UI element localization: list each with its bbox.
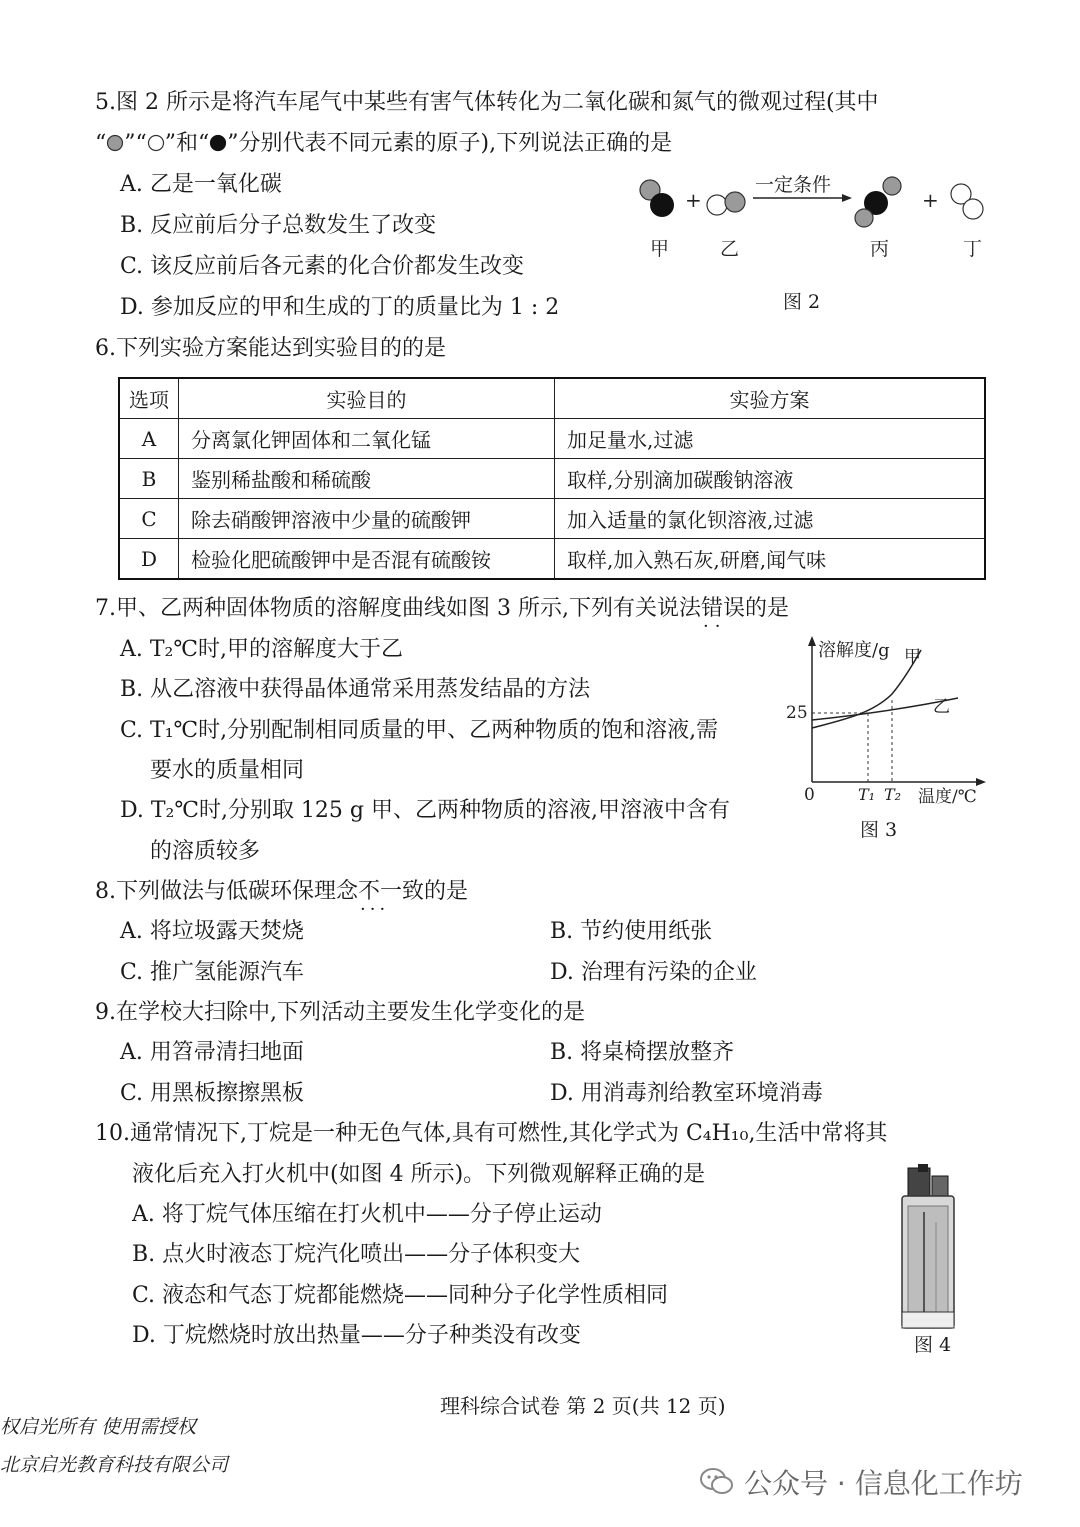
molecule-ding-white-atom-2 <box>963 199 983 219</box>
figure-4-caption: 图 4 <box>914 1334 952 1356</box>
q7-option-b: B. 从乙溶液中获得晶体通常采用蒸发结晶的方法 <box>120 677 591 702</box>
series-label-jia: 甲 <box>904 647 921 667</box>
table-cell-purpose: 分离氯化钾固体和二氧化锰 <box>179 419 555 459</box>
y-axis-label: 溶解度/g <box>818 640 890 661</box>
q10-stem-line2: 液化后充入打火机中(如图 4 所示)。下列微观解释正确的是 <box>132 1162 706 1187</box>
q8-option-c: C. 推广氢能源汽车 <box>120 960 305 985</box>
x-axis-label: 温度/℃ <box>918 787 977 807</box>
reaction-condition-label: 一定条件 <box>755 174 832 196</box>
table-row <box>119 539 985 580</box>
plus-sign-1: + <box>685 188 702 212</box>
q7-option-d-line2: 的溶质较多 <box>150 839 261 864</box>
table-cell-option: A <box>119 419 179 459</box>
q5-stem-line1: 5.图 2 所示是将汽车尾气中某些有害气体转化为二氧化碳和氮气的微观过程(其中 <box>95 90 879 115</box>
table-header-option: 选项 <box>119 378 179 419</box>
molecule-bing-gray-atom-bottom <box>855 209 873 227</box>
q10-option-c: C. 液态和气态丁烷都能燃烧——同种分子化学性质相同 <box>132 1283 669 1308</box>
tick-t1: T₁ <box>858 785 876 804</box>
q7-option-d-line1: D. T₂℃时,分别取 125 g 甲、乙两种物质的溶液,甲溶液中含有 <box>120 798 730 823</box>
y-axis-arrow <box>808 636 816 646</box>
figure-4-lighter-image <box>898 1162 960 1332</box>
q5-option-b: B. 反应前后分子总数发生了改变 <box>120 213 437 238</box>
table-cell-option: C <box>119 499 179 539</box>
label-ding: 丁 <box>963 238 983 260</box>
q10-option-b: B. 点火时液态丁烷汽化喷出——分子体积变大 <box>132 1242 581 1267</box>
black-atom-icon <box>209 134 227 152</box>
tick-t2: T₂ <box>884 785 902 804</box>
q5-stem-line2: “ ”“ ”和“ ”分别代表不同元素的原子),下列说法正确的是 <box>95 131 673 156</box>
copyright-watermark: 权启光所有 使用需授权 <box>0 1416 197 1438</box>
figure-3-caption: 图 3 <box>860 819 898 841</box>
q5-option-c: C. 该反应前后各元素的化合价都发生改变 <box>120 254 525 279</box>
q10-stem-line1: 10.通常情况下,丁烷是一种无色气体,具有可燃性,其化学式为 C₄H₁₀,生活中常将其 <box>95 1121 888 1146</box>
x-axis-arrow <box>976 778 986 786</box>
wechat-account-name: 公众号 · 信息化工作坊 <box>744 1467 1023 1500</box>
table-header-plan: 实验方案 <box>555 378 986 419</box>
table-cell-purpose: 检验化肥硫酸钾中是否混有硫酸铵 <box>179 539 555 580</box>
q7-option-c-line1: C. T₁℃时,分别配制相同质量的甲、乙两种物质的饱和溶液,需 <box>120 718 719 743</box>
experiment-table <box>118 377 986 580</box>
reaction-arrow-head <box>842 194 852 202</box>
molecule-yi-gray-atom <box>725 192 745 212</box>
table-row <box>119 499 985 539</box>
q8-option-a: A. 将垃圾露天焚烧 <box>120 919 304 944</box>
q9-option-b: B. 将桌椅摆放整齐 <box>550 1040 735 1065</box>
molecule-bing-gray-atom-top <box>883 177 901 195</box>
wechat-icon <box>700 1467 734 1497</box>
gray-atom-icon <box>106 134 124 152</box>
table-row <box>119 459 985 499</box>
company-watermark: 北京启光教育科技有限公司 <box>0 1454 229 1476</box>
q8-stem: 8.下列做法与低碳环保理念不一致 ···的是 <box>95 877 468 907</box>
figure-3-solubility-graph <box>780 632 1000 812</box>
table-cell-plan: 加入适量的氯化钡溶液,过滤 <box>555 499 986 539</box>
q7-option-a: A. T₂℃时,甲的溶解度大于乙 <box>120 637 403 662</box>
q5-option-a: A. 乙是一氧化碳 <box>120 172 282 197</box>
q9-stem: 9.在学校大扫除中,下列活动主要发生化学变化的是 <box>95 1000 585 1025</box>
table-header-row <box>119 378 985 419</box>
q5-option-d: D. 参加反应的甲和生成的丁的质量比为 1 : 2 <box>120 295 560 320</box>
series-label-yi: 乙 <box>933 697 950 717</box>
table-cell-plan: 取样,加入熟石灰,研磨,闻气味 <box>555 539 986 580</box>
q7-stem: 7.甲、乙两种固体物质的溶解度曲线如图 3 所示,下列有关说法错误 ··的是 <box>95 594 789 624</box>
figure-2-caption: 图 2 <box>783 291 821 313</box>
q6-stem: 6.下列实验方案能达到实验目的的是 <box>95 336 446 361</box>
label-yi: 乙 <box>720 238 740 260</box>
q9-option-a: A. 用笤帚清扫地面 <box>120 1040 304 1065</box>
q8-emphasis: 不一致 ··· <box>358 877 424 907</box>
page-footer: 理科综合试卷 第 2 页(共 12 页) <box>440 1394 726 1418</box>
origin-label: 0 <box>804 785 815 805</box>
table-cell-option: D <box>119 539 179 580</box>
label-jia: 甲 <box>650 238 670 260</box>
q9-option-c: C. 用黑板擦擦黑板 <box>120 1081 305 1106</box>
y-tick-25: 25 <box>786 703 808 723</box>
molecule-yi-white-atom <box>707 195 727 215</box>
q9-option-d: D. 用消毒剂给教室环境消毒 <box>550 1081 823 1106</box>
figure-2-reaction-diagram <box>620 165 1000 275</box>
table-cell-purpose: 除去硝酸钾溶液中少量的硫酸钾 <box>179 499 555 539</box>
table-cell-plan: 取样,分别滴加碳酸钠溶液 <box>555 459 986 499</box>
molecule-jia-black-atom <box>650 193 674 217</box>
q10-option-d: D. 丁烷燃烧时放出热量——分子种类没有改变 <box>132 1323 581 1348</box>
q8-option-d: D. 治理有污染的企业 <box>550 960 757 985</box>
table-cell-purpose: 鉴别稀盐酸和稀硫酸 <box>179 459 555 499</box>
table-header-purpose: 实验目的 <box>179 378 555 419</box>
wechat-brand <box>700 1462 1023 1502</box>
q10-option-a: A. 将丁烷气体压缩在打火机中——分子停止运动 <box>132 1202 602 1227</box>
q7-option-c-line2: 要水的质量相同 <box>150 758 305 783</box>
white-atom-icon <box>147 134 165 152</box>
q7-emphasis: 错误 ·· <box>701 594 745 624</box>
table-row <box>119 419 985 459</box>
table-cell-plan: 加足量水,过滤 <box>555 419 986 459</box>
q8-option-b: B. 节约使用纸张 <box>550 919 713 944</box>
table-cell-option: B <box>119 459 179 499</box>
label-bing: 丙 <box>870 238 890 260</box>
plus-sign-2: + <box>922 188 939 212</box>
